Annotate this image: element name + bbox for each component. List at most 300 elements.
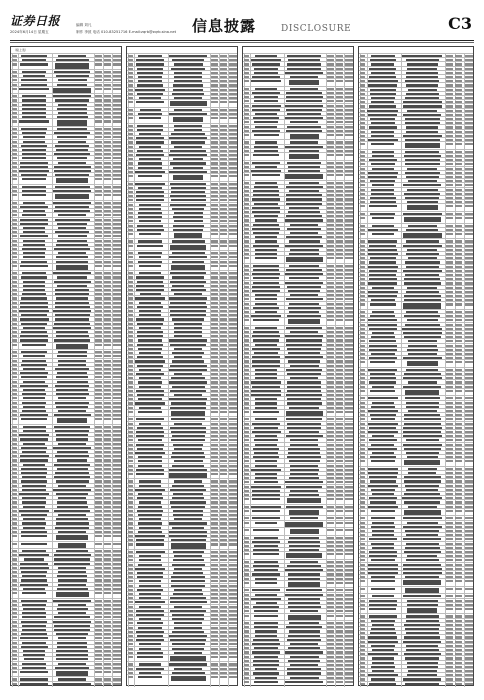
table-cell xyxy=(12,671,17,673)
header-rule-thin xyxy=(10,42,474,43)
table-cell xyxy=(289,510,318,515)
table-cell xyxy=(137,656,163,658)
table-cell xyxy=(446,608,453,610)
table-cell xyxy=(211,543,218,545)
table-cell xyxy=(12,683,17,685)
table-cell xyxy=(360,205,365,207)
table-cell xyxy=(455,233,462,235)
table-cell xyxy=(244,582,249,584)
table-cell xyxy=(244,411,249,413)
table-cell xyxy=(336,615,343,617)
table-cell xyxy=(19,120,48,122)
disclosure-table xyxy=(10,46,122,686)
table-cell xyxy=(254,681,279,683)
table-cell xyxy=(12,418,17,420)
table-cell xyxy=(22,592,45,594)
table-cell xyxy=(455,217,462,219)
table-cell xyxy=(95,88,102,90)
newspaper-logo: 证券日报 xyxy=(10,14,61,28)
table-cell xyxy=(369,683,396,685)
table-cell xyxy=(360,361,365,363)
table-cell xyxy=(113,543,121,545)
table-cell xyxy=(327,553,334,555)
table-cell xyxy=(290,134,319,139)
table-cell xyxy=(229,411,237,413)
table-cell xyxy=(95,265,102,267)
table-row xyxy=(243,679,353,684)
table-body xyxy=(243,53,353,685)
table-cell xyxy=(327,154,334,156)
table-cell xyxy=(446,303,453,305)
table-cell xyxy=(128,676,133,678)
table-cell xyxy=(289,154,319,159)
table-cell xyxy=(345,510,353,512)
table-cell xyxy=(252,498,280,500)
table-cell xyxy=(455,588,462,590)
table-cell xyxy=(285,174,322,179)
table-cell xyxy=(465,510,473,512)
table-cell xyxy=(139,265,161,267)
table-cell xyxy=(254,615,278,617)
table-cell xyxy=(345,522,353,524)
table-cell xyxy=(345,319,353,321)
table-cell xyxy=(128,233,133,235)
table-cell xyxy=(465,217,473,219)
table-cell xyxy=(20,265,48,267)
table-cell xyxy=(12,344,17,346)
table-cell xyxy=(345,681,353,683)
table-cell xyxy=(220,265,227,267)
table-cell xyxy=(138,676,162,678)
table-cell xyxy=(285,522,323,527)
table-cell xyxy=(55,63,89,68)
table-cell xyxy=(104,120,111,122)
table-cell xyxy=(244,498,249,500)
table-cell xyxy=(336,319,343,321)
table-cell xyxy=(465,390,473,392)
table-cell xyxy=(455,580,462,582)
table-cell xyxy=(104,265,111,267)
table-cell xyxy=(327,510,334,512)
table-cell xyxy=(136,543,165,545)
table-cell xyxy=(371,143,394,145)
table-cell xyxy=(465,460,473,462)
table-cell xyxy=(57,418,87,423)
production-line: 制作 李波 电话 010-83251716 E-mail:zqrb@zqrb.sina.net xyxy=(76,30,177,34)
table-cell xyxy=(137,245,163,247)
table-cell xyxy=(345,529,353,531)
table-cell xyxy=(20,671,48,673)
table-cell xyxy=(58,543,86,548)
table-cell xyxy=(12,194,17,196)
table-cell xyxy=(95,592,102,594)
page-number: C3 xyxy=(448,14,472,33)
table-cell xyxy=(138,411,162,413)
table-cell xyxy=(139,117,160,119)
table-cell xyxy=(345,553,353,555)
table-cell xyxy=(455,460,462,462)
table-cell xyxy=(12,63,17,65)
table-cell xyxy=(244,510,249,512)
table-cell xyxy=(21,418,47,420)
table-cell xyxy=(403,580,441,585)
editor-meta xyxy=(76,22,176,36)
table-cell xyxy=(95,418,102,420)
table-cell xyxy=(455,390,462,392)
table-cell xyxy=(360,580,365,582)
section-subtitle: DISCLOSURE xyxy=(281,24,352,34)
table-cell xyxy=(345,411,353,413)
table-body xyxy=(359,53,473,685)
table-cell xyxy=(95,194,102,196)
table-cell xyxy=(173,175,204,180)
table-cell xyxy=(113,265,121,267)
table-cell xyxy=(369,205,396,207)
table-cell xyxy=(336,553,343,555)
table-cell xyxy=(455,608,462,610)
table-cell xyxy=(95,120,102,122)
table-cell xyxy=(370,361,395,363)
table-cell xyxy=(446,580,453,582)
table-cell xyxy=(446,510,453,512)
table-cell xyxy=(220,411,227,413)
table-cell xyxy=(244,615,249,617)
table-cell xyxy=(252,174,280,176)
table-cell xyxy=(360,303,365,305)
table-cell xyxy=(95,535,102,537)
table-cell xyxy=(12,178,17,180)
table-cell xyxy=(455,683,462,685)
table-cell xyxy=(288,319,319,324)
table-cell xyxy=(345,615,353,617)
table-cell xyxy=(336,582,343,584)
table-cell xyxy=(336,411,343,413)
table-cell xyxy=(104,63,111,65)
table-cell xyxy=(244,80,249,82)
table-cell xyxy=(56,592,89,597)
disclosure-content xyxy=(10,46,474,686)
table-cell xyxy=(455,205,462,207)
table-cell xyxy=(372,217,394,219)
table-cell xyxy=(336,498,343,500)
table-cell xyxy=(255,522,278,524)
table-cell xyxy=(286,553,321,558)
table-cell xyxy=(405,390,439,395)
table-cell xyxy=(211,101,218,103)
table-cell xyxy=(255,582,276,584)
table-cell xyxy=(113,344,121,346)
table-cell xyxy=(336,510,343,512)
disclosure-table xyxy=(242,46,354,686)
table-cell xyxy=(360,217,365,219)
table-cell xyxy=(53,88,91,93)
table-cell xyxy=(404,460,440,465)
table-cell xyxy=(446,217,453,219)
table-cell xyxy=(211,117,218,119)
table-cell xyxy=(405,143,440,148)
table-cell xyxy=(336,257,343,259)
table-cell xyxy=(211,411,218,413)
table-cell xyxy=(220,473,227,475)
table-cell xyxy=(446,143,453,145)
table-cell xyxy=(95,543,102,545)
table-cell xyxy=(229,175,237,177)
table-cell xyxy=(56,344,88,349)
table-cell xyxy=(220,233,227,235)
header-rule xyxy=(10,40,474,41)
table-cell xyxy=(95,63,102,65)
table-cell xyxy=(22,344,46,346)
table-cell xyxy=(12,265,17,267)
table-cell xyxy=(128,265,133,267)
table-cell xyxy=(253,154,280,156)
table-cell xyxy=(446,588,453,590)
table-cell xyxy=(20,683,48,685)
table-cell xyxy=(244,553,249,555)
table-cell xyxy=(171,676,206,681)
table-cell xyxy=(327,615,334,617)
table-cell xyxy=(345,174,353,176)
table-cell xyxy=(229,117,237,119)
disclosure-table xyxy=(358,46,474,686)
table-cell xyxy=(229,543,237,545)
disclosure-table xyxy=(126,46,238,686)
table-cell xyxy=(104,535,111,537)
table-cell xyxy=(220,175,227,177)
table-continued-label: （续上表） xyxy=(13,48,29,52)
table-cell xyxy=(345,154,353,156)
table-cell xyxy=(95,344,102,346)
table-cell xyxy=(56,265,88,270)
table-cell xyxy=(244,522,249,524)
table-cell xyxy=(345,498,353,500)
table-cell xyxy=(113,88,121,90)
table-cell xyxy=(104,344,111,346)
table-cell xyxy=(229,101,237,103)
table-cell xyxy=(327,522,334,524)
table-cell xyxy=(138,175,162,177)
table-cell xyxy=(104,194,111,196)
table-cell xyxy=(446,205,453,207)
table-cell xyxy=(287,498,322,503)
table-cell xyxy=(211,175,218,177)
table-cell xyxy=(360,608,365,610)
table-cell xyxy=(371,460,395,462)
table-cell xyxy=(446,390,453,392)
table-cell xyxy=(465,608,473,610)
table-cell xyxy=(253,411,279,413)
table-cell xyxy=(12,88,17,90)
table-cell xyxy=(113,535,121,537)
table-cell xyxy=(104,178,111,180)
table-cell xyxy=(360,683,365,685)
table-cell xyxy=(465,683,473,685)
table-cell xyxy=(327,174,334,176)
table-cell xyxy=(370,390,395,392)
table-cell xyxy=(244,174,249,176)
table-cell xyxy=(336,154,343,156)
table-cell xyxy=(21,543,47,545)
table-cell xyxy=(220,656,227,658)
table-cell xyxy=(171,543,206,548)
table-cell xyxy=(286,411,323,416)
table-body xyxy=(127,53,237,685)
table-cell xyxy=(327,257,334,259)
table-cell xyxy=(220,101,227,103)
table-cell xyxy=(371,580,394,582)
table-cell xyxy=(253,319,278,321)
table-cell xyxy=(285,681,322,683)
table-cell xyxy=(113,120,121,122)
table-cell xyxy=(336,134,343,136)
table-cell xyxy=(128,101,133,103)
table-cell xyxy=(229,473,237,475)
table-cell xyxy=(345,80,353,82)
table-cell xyxy=(465,303,473,305)
table-cell xyxy=(113,683,121,685)
table-cell xyxy=(336,174,343,176)
table-cell xyxy=(12,120,17,122)
table-cell xyxy=(169,473,207,478)
table-cell xyxy=(327,319,334,321)
table-cell xyxy=(405,683,439,685)
table-cell xyxy=(104,671,111,673)
table-cell xyxy=(220,245,227,247)
table-cell xyxy=(465,233,473,235)
table-cell xyxy=(289,80,319,85)
table-cell xyxy=(336,80,343,82)
table-cell xyxy=(139,233,161,235)
table-cell xyxy=(128,175,133,177)
editor-line: 编辑 刘凡 xyxy=(76,23,92,27)
table-cell xyxy=(465,205,473,207)
table-cell xyxy=(211,245,218,247)
table-cell xyxy=(336,522,343,524)
table-cell xyxy=(244,257,249,259)
table-cell xyxy=(369,608,396,610)
table-cell xyxy=(345,582,353,584)
table-cell xyxy=(253,553,280,555)
table-cell xyxy=(327,681,334,683)
table-cell xyxy=(404,217,441,222)
table-cell xyxy=(455,361,462,363)
table-cell xyxy=(174,233,202,238)
table-cell xyxy=(407,608,437,613)
table-cell xyxy=(290,529,319,534)
table-cell xyxy=(128,656,133,658)
table-cell xyxy=(56,671,88,676)
table-cell xyxy=(171,265,205,270)
table-cell xyxy=(21,535,46,537)
issue-date: 2024年6月14日 星期五 xyxy=(10,30,49,34)
table-cell xyxy=(104,683,111,685)
table-cell xyxy=(407,205,438,210)
table-cell xyxy=(113,671,121,673)
table-cell xyxy=(455,143,462,145)
table-cell xyxy=(113,63,121,65)
table-cell xyxy=(19,88,48,90)
masthead xyxy=(10,10,474,40)
table-cell xyxy=(22,194,46,196)
table-cell xyxy=(244,319,249,321)
table-cell xyxy=(244,681,249,683)
table-cell xyxy=(211,676,218,678)
table-body xyxy=(11,53,121,685)
table-cell xyxy=(244,529,249,531)
table-cell xyxy=(403,303,441,308)
table-cell xyxy=(336,529,343,531)
table-cell xyxy=(12,543,17,545)
table-cell xyxy=(128,543,133,545)
table-cell xyxy=(55,194,89,199)
table-cell xyxy=(95,178,102,180)
table-cell xyxy=(405,588,439,593)
table-cell xyxy=(22,178,46,180)
table-row xyxy=(359,681,473,686)
table-cell xyxy=(12,592,17,594)
table-cell xyxy=(286,257,323,262)
table-cell xyxy=(113,178,121,180)
table-cell xyxy=(229,245,237,247)
table-cell xyxy=(327,80,334,82)
table-cell xyxy=(455,510,462,512)
table-cell xyxy=(446,233,453,235)
table-cell xyxy=(407,361,438,366)
table-cell xyxy=(251,80,280,82)
table-cell xyxy=(173,117,203,122)
table-cell xyxy=(345,134,353,136)
table-cell xyxy=(336,681,343,683)
table-cell xyxy=(229,265,237,267)
table-cell xyxy=(465,588,473,590)
table-cell xyxy=(327,134,334,136)
table-cell xyxy=(104,592,111,594)
table-cell xyxy=(211,233,218,235)
table-row xyxy=(127,674,237,683)
table-cell xyxy=(128,473,133,475)
table-cell xyxy=(220,543,227,545)
table-cell xyxy=(171,411,205,416)
table-cell xyxy=(20,63,49,65)
table-cell xyxy=(57,120,87,125)
table-cell xyxy=(104,88,111,90)
table-cell xyxy=(360,460,365,462)
table-cell xyxy=(360,390,365,392)
table-cell xyxy=(136,101,164,103)
table-cell xyxy=(128,117,133,119)
table-cell xyxy=(288,615,321,620)
table-cell xyxy=(56,535,88,540)
table-cell xyxy=(465,361,473,363)
table-cell xyxy=(465,580,473,582)
table-cell xyxy=(113,418,121,420)
table-cell xyxy=(136,473,164,475)
table-cell xyxy=(288,582,320,587)
table-cell xyxy=(446,460,453,462)
table-cell xyxy=(128,411,133,413)
table-cell xyxy=(170,656,206,661)
table-cell xyxy=(53,683,91,685)
table-cell xyxy=(255,257,278,259)
table-cell xyxy=(170,245,207,250)
table-cell xyxy=(220,676,227,678)
table-cell xyxy=(229,233,237,235)
table-cell xyxy=(95,671,102,673)
table-cell xyxy=(211,473,218,475)
table-cell xyxy=(371,588,396,590)
table-cell xyxy=(403,233,442,238)
table-cell xyxy=(360,233,365,235)
